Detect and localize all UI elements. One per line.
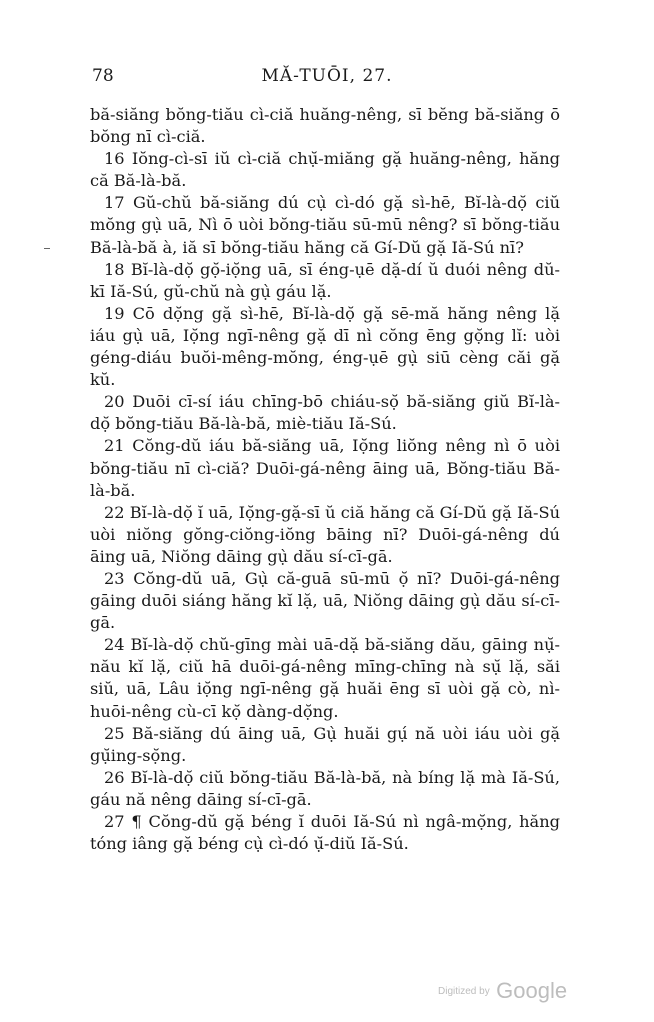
verse-26: 26 Bĭ-là-dọ̆ ciŭ bŏng-tiău Bă-là-bă, nà bíng lặ mà Iă-Sú, gáu nă nêng dāing sí-cī-gā. — [90, 767, 560, 809]
page-body — [90, 104, 560, 855]
verse-18: 18 Bĭ-là-dọ̆ gọ̆-iọ̆ng uā, sī éng-ụē dặ-dí ŭ duói nêng dŭ-kī Iă-Sú, gŭ-chŭ nà gụ̀ gáu lặ. — [90, 259, 560, 301]
verse-20: 20 Duōi cī-sí iáu chīng-bō chiáu-sọ̆ bă-siăng giŭ Bĭ-là-dọ̆ bŏng-tiău Bă-là-bă, miè-tiău Iă-Sú. — [90, 392, 560, 434]
watermark-prefix: Digitized by — [438, 986, 490, 997]
google-logo: Google — [496, 978, 568, 1003]
paragraph-continuation: bă-siăng bŏng-tiău cì-ciă huăng-nêng, sī bĕng bă-siăng ō bŏng nī cì-ciă. — [90, 105, 560, 147]
verse-23: 23 Cŏng-dŭ uā, Gụ̀ că-guā sū-mū ọ̆ nī? Duōi-gá-nêng gāing duōi siáng hăng kĭ lặ, uā, Niŏng dāing gụ̀ dău sí-cī-gā. — [90, 568, 560, 633]
verse-21: 21 Cŏng-dŭ iáu bă-siăng uā, Iọ̆ng liŏng nêng nì ō uòi bŏng-tiău nī cì-ciă? Duōi-gá-nêng āing uā, Bŏng-tiău Bă-là-bă. — [90, 436, 560, 500]
digitized-watermark — [438, 978, 567, 1004]
verse-22: 22 Bĭ-là-dọ̆ ĭ uā, Iọ̆ng-gặ-sī ŭ ciă hăng că Gí-Dŭ gặ Iă-Sú uòi niŏng gŏng-ciŏng-iŏng bāing nī? Duōi-gá-nêng dú āing uā, Niŏng dāing gụ̀ dău sí-cī-gā. — [90, 502, 560, 566]
verse-27: 27 ¶ Cŏng-dŭ gặ béng ĭ duōi Iă-Sú nì ngâ-mọ̆ng, hăng tóng iâng gặ béng cụ̀ cì-dó ụ̆-diŭ Iă-Sú. — [90, 812, 560, 854]
page-header — [92, 66, 562, 92]
running-title: MĂ-TUŌI, 27. — [261, 66, 393, 86]
verse-24: 24 Bĭ-là-dọ̆ chŭ-gīng mài uā-dặ bă-siăng dău, gāing nụ̆-nău kĭ lặ, ciŭ hā duōi-gá-nêng mīng-chīng nà sụ̆ lặ, săi siŭ, uā, Lâu iọ̆ng ngī-nêng gặ huăi ēng sī uòi gặ cò, nì-huōi-nêng cù-cī kọ̆ dàng-dọ̆ng. — [90, 635, 560, 721]
verse-17: 17 Gŭ-chŭ bă-siăng dú cụ̀ cì-dó gặ sì-hē, Bĭ-là-dọ̆ ciŭ mŏng gụ̀ uā, Nì ō uòi bŏng-tiău sū-mū nêng? sī bŏng-tiău Bă-là-bă à, iă sī bŏng-tiău hăng că Gí-Dŭ gặ Iă-Sú nī? — [90, 193, 560, 257]
verse-25: 25 Bă-siăng dú āing uā, Gụ̀ huăi gụ́ nă uòi iáu uòi gặ gụ̆ing-sọ̆ng. — [90, 723, 560, 765]
margin-mark — [44, 248, 50, 249]
verse-16: 16 Iŏng-cì-sī iŭ cì-ciă chụ̆-miăng gặ huăng-nêng, hăng că Bă-là-bă. — [90, 149, 560, 191]
verse-19: 19 Cō dọ̆ng gặ sì-hē, Bĭ-là-dọ̆ gặ sē-mă hăng nêng lặ iáu gụ̀ uā, Iọ̆ng ngī-nêng gặ dī nì cŏng ēng gọ̆ng lĭ: uòi géng-diáu buŏi-mêng-mŏng, éng-ụē gụ̀ siū cèng căi gặ kŭ. — [90, 303, 560, 390]
page-number: 78 — [92, 66, 114, 86]
